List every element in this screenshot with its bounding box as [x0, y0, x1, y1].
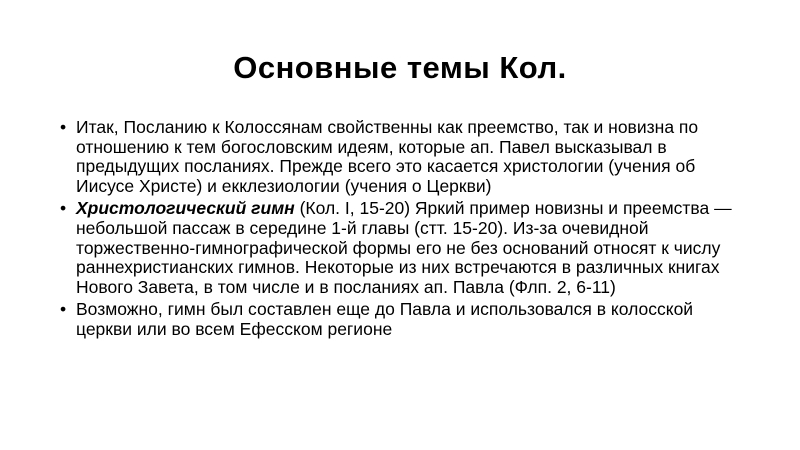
bullet-list: [60, 118, 750, 343]
bullet-emphasis: Христологический гимн: [76, 198, 295, 219]
bullet-text: (Кол. I, 15-20) Яркий пример новизны и преемства — небольшой пассаж в середине 1-й главы (стт. 15-20). Из-за очевидной торжественно-гимнографической формы его не без оснований относят к числу раннехристианских гимнов. Некоторые из них встречаются в различных книгах Нового Завета, в том числе и в посланиях ап. Павла (Флп. 2, 6-11): [76, 198, 732, 297]
slide-title: Основные темы Кол.: [233, 50, 567, 85]
bullet-item-1: [60, 118, 750, 196]
bullet-marker: •: [60, 299, 67, 320]
bullet-marker: •: [60, 198, 67, 219]
bullet-item-3: [60, 300, 750, 339]
bullet-item-2: [60, 199, 750, 297]
bullet-marker: •: [60, 117, 67, 137]
bullet-text: Итак, Посланию к Колоссянам свойственны как преемство, так и новизна по отношению к тем богословским идеям, которые ап. Павел высказывал в предыдущих посланиях. Прежде всего это касается христологии (учения об Иисусе Христе) и екклезиологии (учения о Церкви): [76, 117, 699, 196]
bullet-text: Возможно, гимн был составлен еще до Павла и использовался в колосской церкви или во всем Ефесском регионе: [76, 299, 694, 339]
